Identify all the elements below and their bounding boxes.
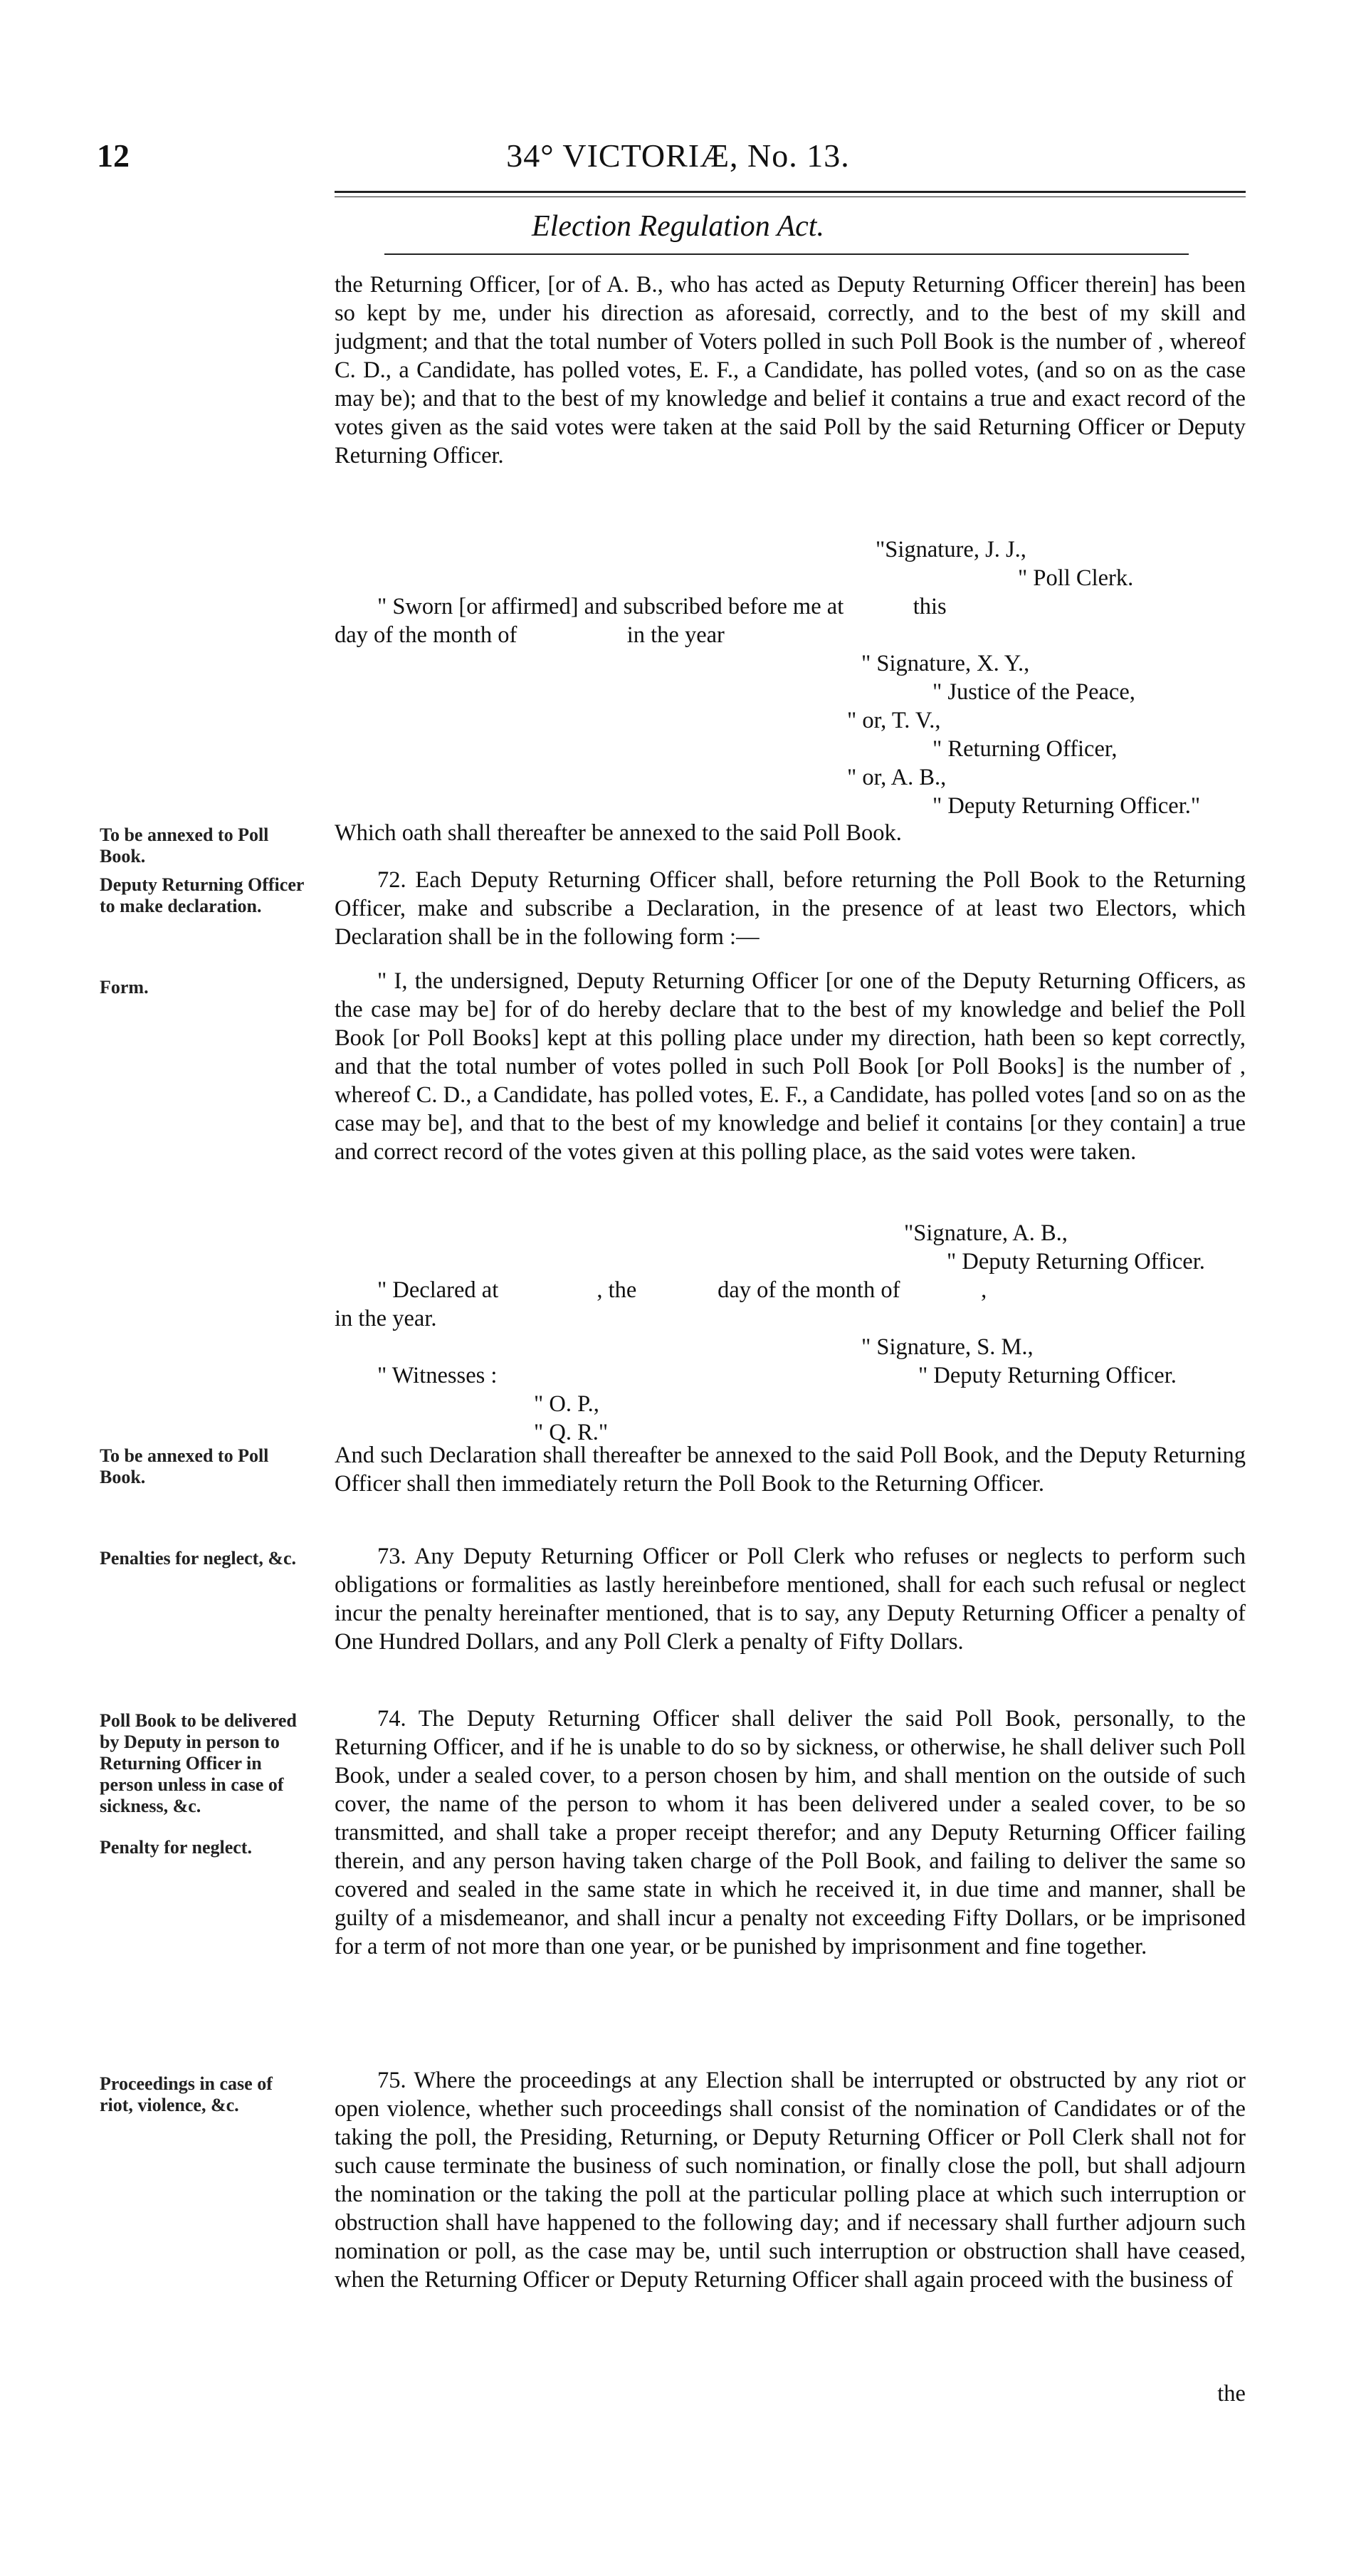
sworn-line: " Sworn [or affirmed] and subscribed before me at this <box>377 594 947 619</box>
sworn-date-line: day of the month of in the year <box>335 622 725 648</box>
annex-oath-sentence: Which oath shall thereafter be annexed to the said Poll Book. <box>335 820 902 846</box>
signature-title: " Deputy Returning Officer. <box>918 1363 1177 1388</box>
declaration-form: " I, the undersigned, Deputy Returning Officer [or one of the Deputy Returning Officers, as the case may be] for of do hereby declare that to the best of my knowledge and belief the Poll Book [or Poll Books] kept at this polling place under my direction, hath been so kept correctly, and that the total number of votes polled in such Poll Book [or Poll Books] is the number of , whereof C. D., a Candidate, has polled votes, E. F., a Candidate, has polled votes [and so on as the case may be], and that to the best of my knowledge and belief it contains [or they contain] a true and correct record of the votes given at this polling place, as the said votes were taken. <box>335 968 1246 1165</box>
signature-title: " Returning Officer, <box>932 736 1118 762</box>
signature-line: "Signature, J. J., <box>876 537 1026 562</box>
section-72: 72. Each Deputy Returning Officer shall, before returning the Poll Book to the Returning Officer, make and subscribe a Declaration, in the presence of at least two Electors, which Declaration shall be in the following form :— <box>335 867 1246 950</box>
page-number: 12 <box>97 137 130 174</box>
section-73: 73. Any Deputy Returning Officer or Poll Clerk who refuses or neglects to perform such obligations or formalities as lastly hereinbefore mentioned, shall for each such refusal or neglect incur the penalty hereinafter mentioned, that is to say, any Deputy Returning Officer a penalty of One Hundred Dollars, and any Poll Clerk a penalty of Fifty Dollars. <box>335 1544 1246 1655</box>
marginal-note: Penalties for neglect, &c. <box>100 1548 297 1569</box>
declared-line: " Declared at , the day of the month of , <box>377 1277 987 1303</box>
signature-line: " Signature, X. Y., <box>861 651 1030 676</box>
annex-declaration-sentence: And such Declaration shall thereafter be annexed to the said Poll Book, and the Deputy Returning Officer shall then immediately return the Poll Book to the Returning Officer. <box>335 1443 1246 1497</box>
sworn-clause <box>335 592 1246 649</box>
signature-line: " or, T. V., <box>847 708 941 733</box>
signature-title: " Justice of the Peace, <box>932 679 1135 705</box>
witness-name: " Q. R." <box>534 1420 609 1445</box>
marginal-note: Deputy Returning Officer to make declaration. <box>100 874 304 916</box>
marginal-note: To be annexed to Poll Book. <box>100 824 269 866</box>
signature-line: " or, A. B., <box>847 765 947 790</box>
signature-line: "Signature, A. B., <box>904 1220 1068 1246</box>
witnesses-label: " Witnesses : <box>377 1363 498 1388</box>
signature-title: " Poll Clerk. <box>1018 565 1134 591</box>
declaration-signature-title <box>335 1361 1246 1390</box>
poll-clerk-signature <box>335 535 1246 592</box>
header-rule-thick <box>335 191 1246 193</box>
signature-title: " Deputy Returning Officer. <box>947 1249 1205 1274</box>
justice-signatures <box>335 649 1246 820</box>
marginal-note: Form. <box>100 977 149 998</box>
act-subtitle: Election Regulation Act. <box>532 210 824 243</box>
marginal-note: To be annexed to Poll Book. <box>100 1445 269 1487</box>
signature-title: " Deputy Returning Officer." <box>932 793 1201 819</box>
section-74: 74. The Deputy Returning Officer shall deliver the said Poll Book, personally, to the Returning Officer, and if he is unable to do so by sickness, or otherwise, he shall deliver such Poll Book, under a sealed cover, to a person chosen by him, and shall mention on the outside of such cover, the name of the person to whom it has been delivered under a sealed cover, to be so transmitted, and shall take a proper receipt therefor; and any Deputy Returning Officer failing therein, and any person having taken charge of the Poll Book, and failing to deliver the same so covered and sealed in the same state in which he received it, in due time and manner, shall be guilty of a misdemeanor, and shall incur a penalty not exceeding Fifty Dollars, or be imprisoned for a term of not more than one year, or be punished by imprisonment and fine together. <box>335 1706 1246 1959</box>
catchword: the <box>1217 2381 1246 2407</box>
marginal-note: Proceedings in case of riot, violence, &c. <box>100 2073 273 2115</box>
marginal-note: Penalty for neglect. <box>100 1837 252 1858</box>
declaration-signatures <box>335 1219 1246 1361</box>
section-75: 75. Where the proceedings at any Election shall be interrupted or obstructed by any riot or open violence, whether such proceedings shall consist of the nomination of Candidates or of the taking the poll, the Presiding, Returning, or Deputy Returning Officer or Poll Clerk shall not for such cause terminate the business of such nomination, or finally close the poll, but shall adjourn the nomination or the taking the poll at the particular polling place at which such interruption or obstruction shall have happened to the following day; and if necessary shall further adjourn such nomination or poll, as the case may be, until such interruption or obstruction shall have ceased, when the Returning Officer or Deputy Returning Officer shall again proceed with the business of <box>335 2068 1246 2293</box>
oath-continuation: the Returning Officer, [or of A. B., who has acted as Deputy Returning Officer therein] has been so kept by me, under his direction as aforesaid, correctly, and to the best of my skill and judgment; and that the total number of Voters polled in such Poll Book is the number of , whereof C. D., a Candidate, has polled votes, E. F., a Candidate, has polled votes, (and so on as the case may be); and that to the best of my knowledge and belief it contains a true and exact record of the votes given as the said votes were taken at the said Poll by the said Returning Officer or Deputy Returning Officer. <box>335 272 1246 468</box>
running-title: 34° VICTORIÆ, No. 13. <box>506 137 850 174</box>
subtitle-rule <box>384 253 1189 255</box>
marginal-note: Poll Book to be delivered by Deputy in person to Returning Officer in person unless in case of sickness, &c. <box>100 1710 297 1816</box>
declared-year-line: in the year. <box>335 1306 437 1331</box>
witness-name: " O. P., <box>534 1391 599 1417</box>
signature-line: " Signature, S. M., <box>861 1334 1034 1360</box>
